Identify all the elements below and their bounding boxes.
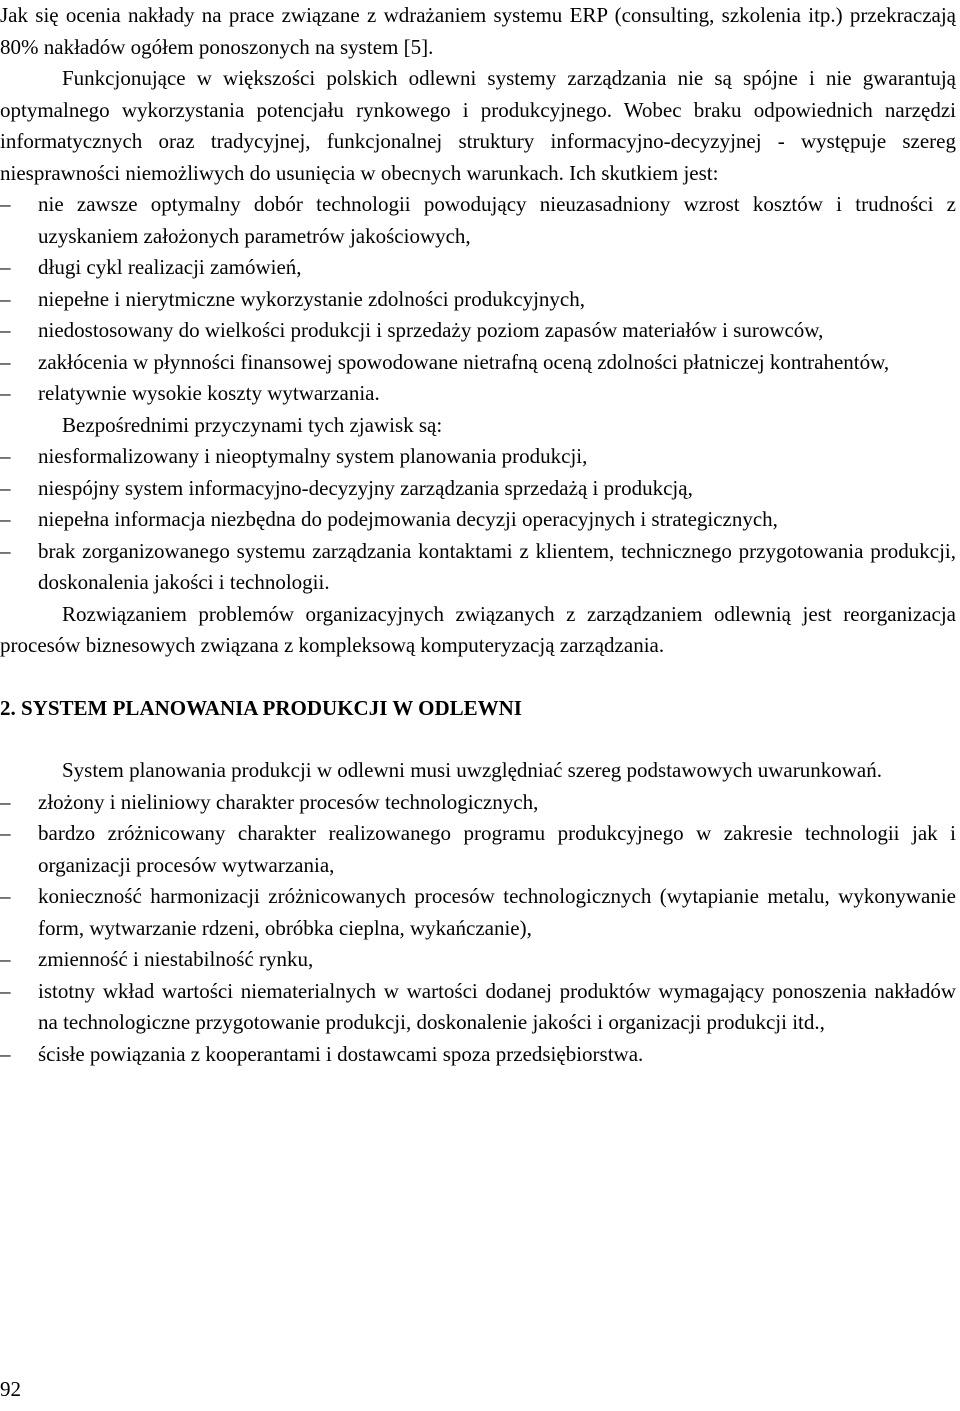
paragraph-causes-intro: Bezpośrednimi przyczynami tych zjawisk są: [62, 412, 443, 437]
list-causes [0, 441, 956, 599]
list-item: – nie zawsze optymalny dobór technologii powodujący nieuzasadniony wzrost kosztów i trudności z uzyskaniem założonych parametrów jakościowych, [0, 189, 956, 252]
list-item: – bardzo zróżnicowany charakter realizowanego programu produkcyjnego w zakresie technologii jak i organizacji procesów wytwarzania, [0, 818, 956, 881]
list-item: – złożony i nieliniowy charakter procesów technologicznych, [0, 787, 956, 819]
paragraph-management-systems: Funkcjonujące w większości polskich odlewni systemy zarządzania nie są spójne i nie gwarantują optymalnego wykorzystania potencjału rynkowego i produkcyjnego. Wobec braku odpowiednich narzędzi informatycznych oraz tradycyjnej, funkcjonalnej struktury informacyjno-decyzyjnej - występuje szereg niesprawności niemożliwych do usunięcia w obecnych warunkach. Ich skutkiem jest: [0, 66, 956, 185]
list-item: – zmienność i niestabilność rynku, [0, 944, 956, 976]
list-item: – niepełna informacja niezbędna do podejmowania decyzji operacyjnych i strategicznych, [0, 504, 956, 536]
paragraph-solution: Rozwiązaniem problemów organizacyjnych związanych z zarządzaniem odlewnią jest reorganizacja procesów biznesowych związana z kompleksową komputeryzacją zarządzania. [0, 601, 956, 657]
list-item: – konieczność harmonizacji zróżnicowanych procesów technologicznych (wytapianie metalu, wykonywanie form, wytwarzanie rdzeni, obróbka cieplna, wykańczanie), [0, 881, 956, 944]
list-item: – istotny wkład wartości niematerialnych w wartości dodanej produktów wymagający ponoszenia nakładów na technologiczne przygotowanie produkcji, doskonalenie jakości i organizacji produkcji itd., [0, 976, 956, 1039]
paragraph-planning-system: System planowania produkcji w odlewni musi uwzględniać szereg podstawowych uwarunkowań. [62, 758, 882, 782]
list-item: – ścisłe powiązania z kooperantami i dostawcami spoza przedsiębiorstwa. [0, 1039, 956, 1071]
list-item: – brak zorganizowanego systemu zarządzania kontaktami z klientem, technicznego przygotowania produkcji, doskonalenia jakości i technologii. [0, 536, 956, 599]
list-item: – długi cykl realizacji zamówień, [0, 252, 956, 284]
list-item: – zakłócenia w płynności finansowej spowodowane nietrafną oceną zdolności płatniczej kontrahentów, [0, 347, 956, 379]
list-item: – relatywnie wysokie koszty wytwarzania. [0, 378, 956, 410]
paragraph-erp-costs: Jak się ocenia nakłady na prace związane z wdrażaniem systemu ERP (consulting, szkolenia itp.) przekraczają 80% nakładów ogółem ponoszonych na system [5]. [0, 3, 956, 59]
section-heading: 2. SYSTEM PLANOWANIA PRODUKCJI W ODLEWNI [0, 695, 522, 720]
list-item: – niesformalizowany i nieoptymalny system planowania produkcji, [0, 441, 956, 473]
list-item: – niedostosowany do wielkości produkcji i sprzedaży poziom zapasów materiałów i surowców, [0, 315, 956, 347]
list-conditions [0, 787, 956, 1071]
list-item: – niepełne i nierytmiczne wykorzystanie zdolności produkcyjnych, [0, 284, 956, 316]
list-item: – niespójny system informacyjno-decyzyjny zarządzania sprzedażą i produkcją, [0, 473, 956, 505]
list-effects [0, 189, 956, 410]
page-number: 92 [0, 1377, 21, 1401]
